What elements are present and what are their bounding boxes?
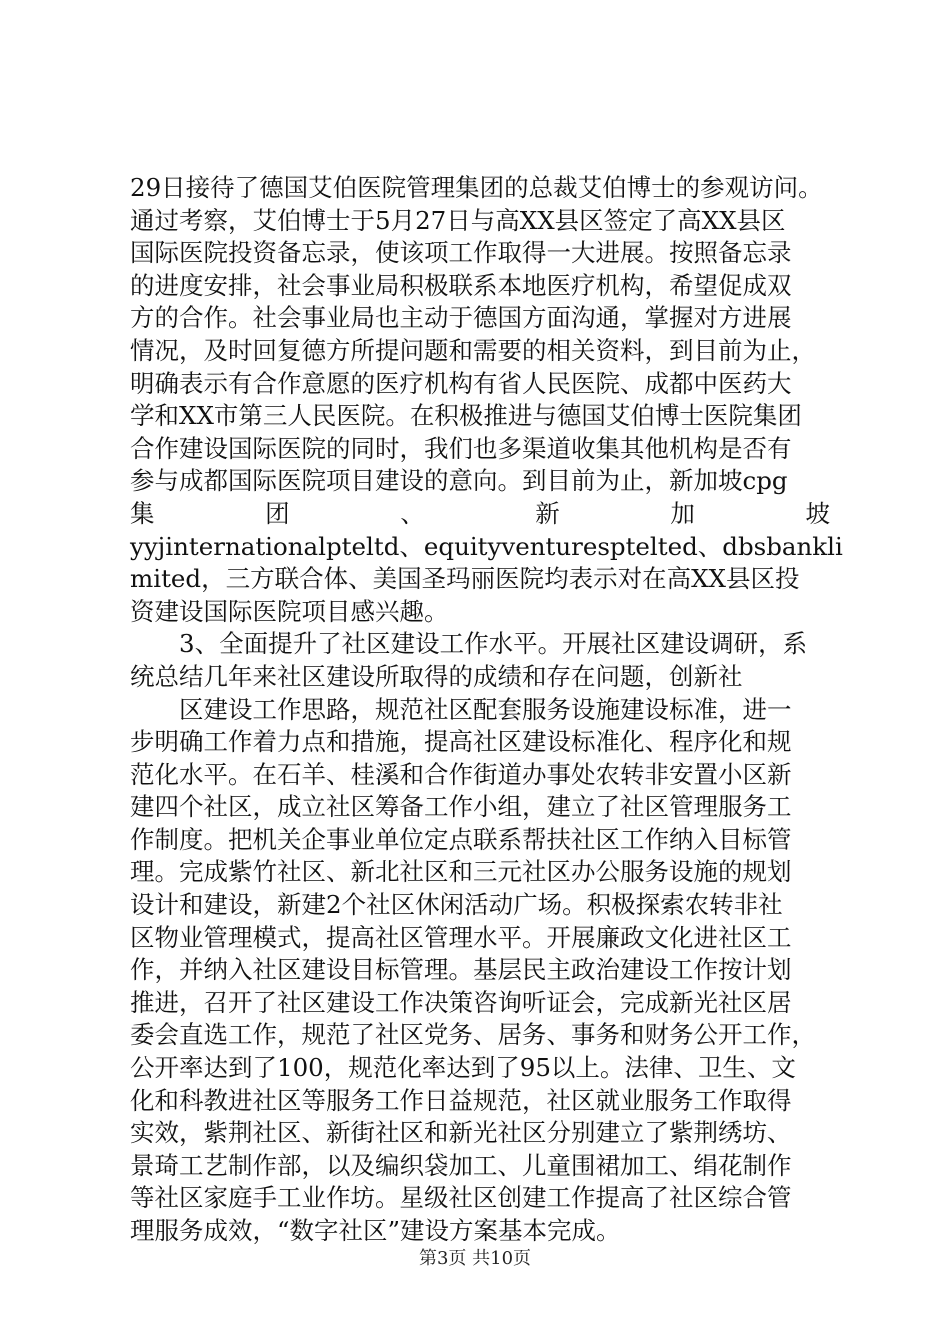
text-line: 范化水平。在石羊、桂溪和合作街道办事处农转非安置小区新 xyxy=(130,759,792,789)
text-line: 的进度安排，社会事业局积极联系本地医疗机构，希望促成双 xyxy=(130,270,792,300)
text-line: 景琦工艺制作部，以及编织袋加工、儿童围裙加工、绢花制作 xyxy=(130,1150,792,1180)
text-line: 国际医院投资备忘录，使该项工作取得一大进展。按照备忘录 xyxy=(130,238,792,268)
text-line: 设计和建设，新建2个社区休闲活动广场。积极探索农转非社 xyxy=(130,890,783,920)
text-line: 区物业管理模式，提高社区管理水平。开展廉政文化进社区工 xyxy=(130,922,792,952)
text-line: 统总结几年来社区建设所取得的成绩和存在问题，创新社 xyxy=(130,661,743,691)
text-line: 情况，及时回复德方所提问题和需要的相关资料，到目前为止， xyxy=(130,335,816,365)
text-line: 理。完成紫竹社区、新北社区和三元社区办公服务设施的规划 xyxy=(130,857,792,887)
text-line: 学和XX市第三人民医院。在积极推进与德国艾伯博士医院集团 xyxy=(130,401,802,431)
justified-text-line xyxy=(130,498,830,531)
text-line: 方的合作。社会事业局也主动于德国方面沟通，掌握对方进展 xyxy=(130,303,792,333)
spread-char: 集 xyxy=(130,498,155,528)
spread-char: 、 xyxy=(400,498,425,528)
document-body xyxy=(130,172,843,1248)
page-number-label: 第3页 共10页 xyxy=(418,1248,532,1269)
text-line: 实效，紫荆社区、新街社区和新光社区分别建立了紫荆绣坊、 xyxy=(130,1118,792,1148)
spread-char: 坡 xyxy=(805,498,830,528)
text-line: 资建设国际医院项目感兴趣。 xyxy=(130,596,449,626)
text-line: 建四个社区，成立社区筹备工作小组，建立了社区管理服务工 xyxy=(130,792,792,822)
text-line: 公开率达到了100，规范化率达到了95以上。法律、卫生、文 xyxy=(130,1053,796,1083)
text-line: 作制度。把机关企事业单位定点联系帮扶社区工作纳入目标管 xyxy=(130,824,792,854)
text-line: 委会直选工作，规范了社区党务、居务、事务和财务公开工作， xyxy=(130,1020,816,1050)
text-line: mited，三方联合体、美国圣玛丽医院均表示对在高XX县区投 xyxy=(130,564,800,594)
text-line: 等社区家庭手工业作坊。星级社区创建工作提高了社区综合管 xyxy=(130,1183,792,1213)
text-line: 理服务成效，“数字社区”建设方案基本完成。 xyxy=(130,1216,621,1245)
text-line: yyjinternationalpteltd、equityventuresptelted、dbsbankli xyxy=(130,531,843,561)
text-line: 参与成都国际医院项目建设的意向。到目前为止，新加坡cpg xyxy=(130,466,788,496)
text-line: 化和科教进社区等服务工作日益规范，社区就业服务工作取得 xyxy=(130,1085,792,1115)
paragraph-first-line: 3、全面提升了社区建设工作水平。开展社区建设调研，系 xyxy=(179,629,808,659)
spread-char: 新 xyxy=(535,498,560,528)
text-line: 推进，召开了社区建设工作决策咨询听证会，完成新光社区居 xyxy=(130,987,792,1017)
text-line: 通过考察，艾伯博士于5月27日与高XX县区签定了高XX县区 xyxy=(130,205,786,235)
text-line: 29日接待了德国艾伯医院管理集团的总裁艾伯博士的参观访问。 xyxy=(130,173,823,202)
text-line: 作，并纳入社区建设目标管理。基层民主政治建设工作按计划 xyxy=(130,955,792,985)
spread-char: 加 xyxy=(670,498,695,528)
text-line: 步明确工作着力点和措施，提高社区建设标准化、程序化和规 xyxy=(130,727,792,757)
paragraph-first-line: 区建设工作思路，规范社区配套服务设施建设标准，进一 xyxy=(179,694,792,724)
spread-char: 团 xyxy=(265,498,290,528)
text-line: 明确表示有合作意愿的医疗机构有省人民医院、成都中医药大 xyxy=(130,368,792,398)
text-line: 合作建设国际医院的同时，我们也多渠道收集其他机构是否有 xyxy=(130,433,792,463)
page-footer xyxy=(0,1244,950,1270)
